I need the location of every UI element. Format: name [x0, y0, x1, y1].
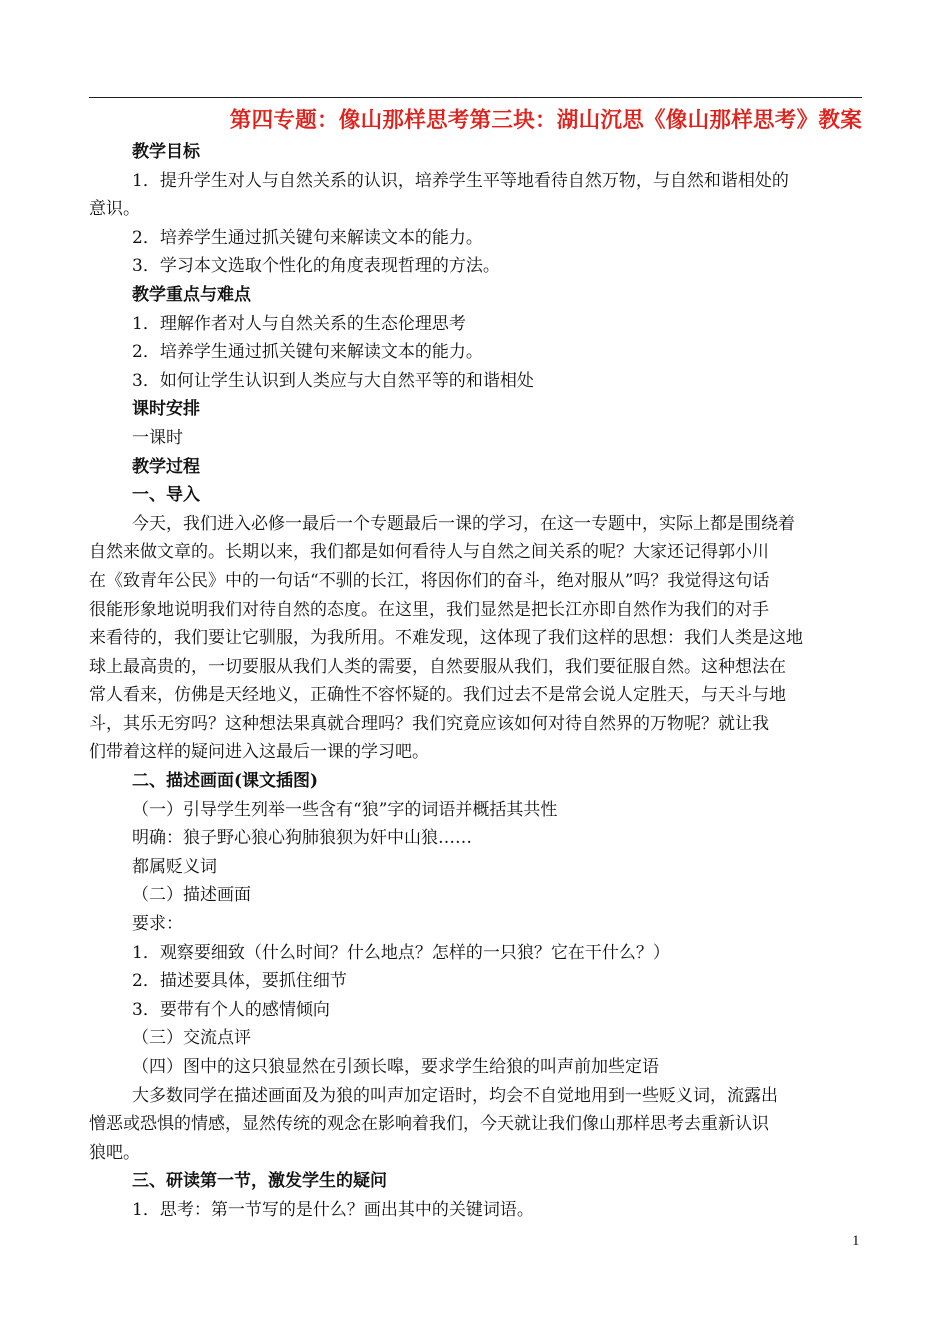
paragraph-line: 们带着这样的疑问进入这最后一课的学习吧。 — [89, 742, 429, 763]
page-number: 1 — [852, 1233, 860, 1249]
key-1: 1．理解作者对人与自然关系的生态伦理思考 — [132, 313, 466, 334]
part3-heading: 三、研读第一节，激发学生的疑问 — [132, 1171, 387, 1192]
part2-req-3: 3．要带有个人的感情倾向 — [132, 999, 330, 1020]
part2-clarify: 明确：狼子野心狼心狗肺狼狈为奸中山狼…… — [132, 828, 472, 849]
paragraph-line: 憎恶或恐惧的情感，显然传统的观念在影响着我们，今天就让我们像山那样思考去重新认识 — [89, 1114, 769, 1135]
goal-1b: 意识。 — [89, 199, 140, 220]
part3-question-1: 1．思考：第一节写的是什么？画出其中的关键词语。 — [132, 1199, 534, 1220]
paragraph-line: 在《致青年公民》中的一句话“不驯的长江，将因你们的奋斗，绝对服从”吗？我觉得这句话 — [89, 570, 770, 591]
part2-derogatory: 都属贬义词 — [132, 856, 217, 877]
paragraph-line: 自然来做文章的。长期以来，我们都是如何看待人与自然之间关系的呢？大家还记得郭小川 — [89, 542, 769, 563]
part1-heading: 一、导入 — [132, 485, 200, 506]
part2-heading: 二、描述画面(课文插图) — [132, 771, 319, 792]
part2-sub3: （三）交流点评 — [132, 1028, 251, 1049]
goal-2: 2．培养学生通过抓关键句来解读文本的能力。 — [132, 227, 483, 248]
part2-sub4: （四）图中的这只狼显然在引颈长嗥，要求学生给狼的叫声前加些定语 — [132, 1057, 659, 1077]
part2-sub1: （一）引导学生列举一些含有“狼”字的词语并概括其共性 — [132, 799, 558, 820]
paragraph-line: 斗，其乐无穷吗？这种想法果真就合理吗？我们究竟应该如何对待自然界的万物呢？就让我 — [89, 713, 769, 734]
paragraph-line: 球上最高贵的，一切要服从我们人类的需要，自然要服从我们，我们要征服自然。这种想法在 — [89, 656, 786, 677]
document-title: 第四专题：像山那样思考第三块：湖山沉思《像山那样思考》教案 — [229, 108, 862, 133]
paragraph-line: 常人看来，仿佛是天经地义，正确性不容怀疑的。我们过去不是常会说人定胜天，与天斗与地 — [89, 685, 786, 706]
paragraph-line: 大多数同学在描述画面及为狼的叫声加定语时，均会不自觉地用到一些贬义词，流露出 — [132, 1085, 778, 1106]
part2-req-2: 2．描述要具体，要抓住细节 — [132, 971, 347, 992]
part2-req-1: 1．观察要细致（什么时间？什么地点？怎样的一只狼？它在干什么？） — [132, 942, 670, 963]
paragraph-line: 来看待的，我们要让它驯服，为我所用。不难发现，这体现了我们这样的思想：我们人类是这地 — [89, 628, 803, 649]
key-2: 2．培养学生通过抓关键句来解读文本的能力。 — [132, 342, 483, 363]
goal-3: 3．学习本文选取个性化的角度表现哲理的方法。 — [132, 256, 500, 277]
time-value: 一课时 — [132, 427, 183, 448]
part2-requirements: 要求： — [132, 914, 183, 935]
part2-sub2: （二）描述画面 — [132, 885, 251, 906]
paragraph-line: 很能形象地说明我们对待自然的态度。在这里，我们显然是把长江亦即自然作为我们的对手 — [89, 599, 769, 620]
part1-paragraph — [89, 510, 862, 767]
process-heading: 教学过程 — [132, 456, 200, 477]
key-3: 3．如何让学生认识到人类应与大自然平等的和谐相处 — [132, 370, 534, 391]
time-heading: 课时安排 — [132, 399, 200, 420]
document-page — [89, 104, 862, 1225]
paragraph-line: 狼吧。 — [89, 1142, 140, 1163]
paragraph-line: 今天，我们进入必修一最后一个专题最后一课的学习，在这一专题中，实际上都是围绕着 — [132, 513, 795, 534]
goals-heading: 教学目标 — [132, 142, 200, 162]
header-rule — [89, 97, 862, 98]
goal-1a: 1．提升学生对人与自然关系的认识，培养学生平等地看待自然万物，与自然和谐相处的 — [132, 170, 789, 191]
key-heading: 教学重点与难点 — [132, 284, 251, 305]
part2-summary — [89, 1082, 862, 1168]
